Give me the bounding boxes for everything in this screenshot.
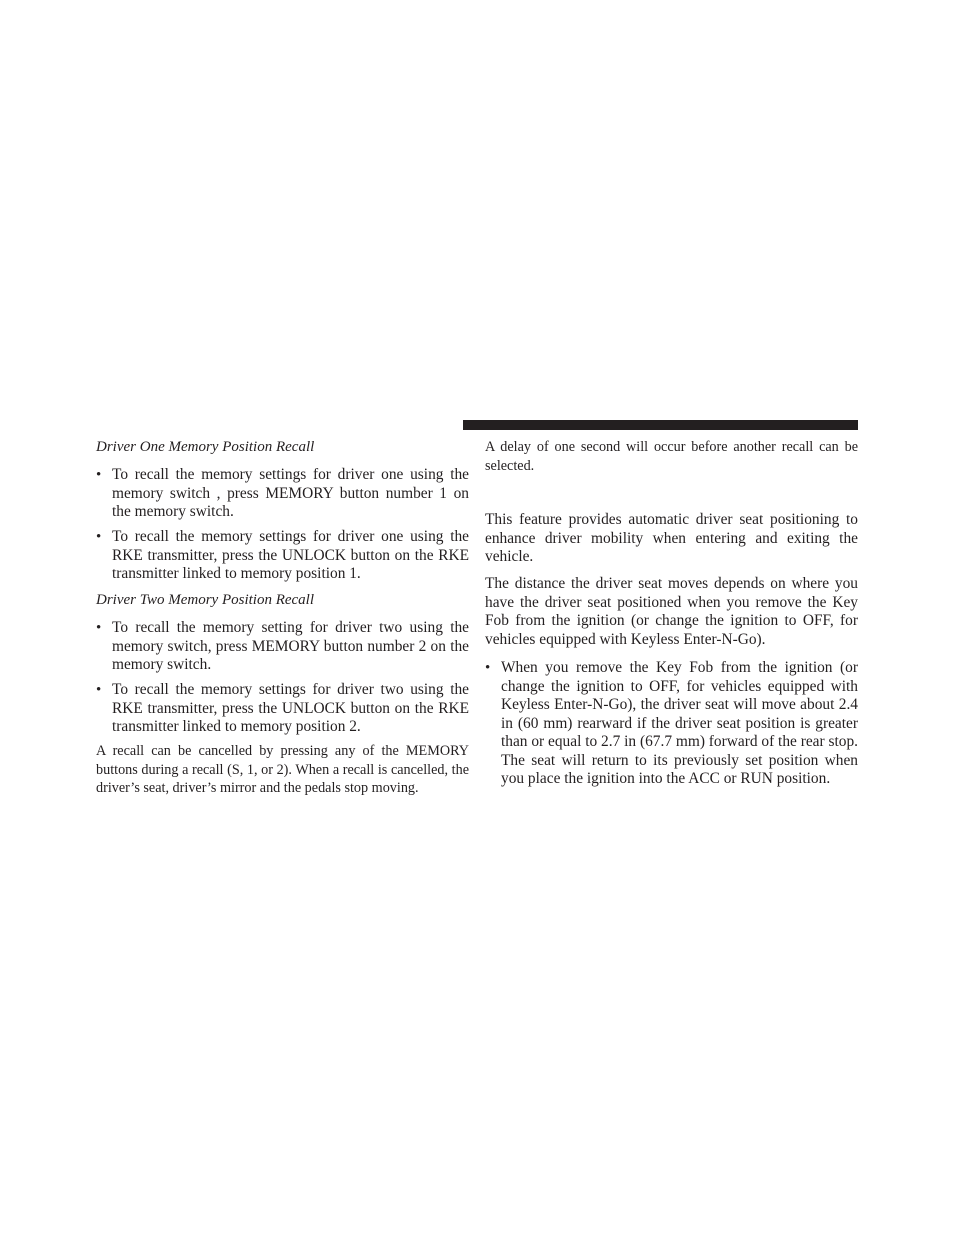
bullet-icon: • [96, 682, 102, 698]
list-item [96, 619, 469, 675]
bullet-icon: • [96, 467, 102, 483]
section-divider-bar [463, 420, 858, 430]
recall-delay-note: A delay of one second will occur before another recall can be selected. [485, 439, 858, 474]
list-item [96, 466, 469, 522]
heading-driver-two-recall: Driver Two Memory Position Recall [96, 592, 315, 608]
list-item [96, 528, 469, 584]
heading-driver-one-recall: Driver One Memory Position Recall [96, 439, 315, 455]
list-item-text: When you remove the Key Fob from the ignition (or change the ignition to OFF, for vehicles equipped with Keyless Enter-N-Go), the driver seat will move about 2.4 in (60 mm) rearward if the driver seat position is greater than or equal to 2.7 in (67.7 mm) forward of the rear stop. The seat will return to its previously set position when you place the ignition into the ACC or RUN position. [501, 659, 858, 787]
list-item-text: To recall the memory settings for driver two using the RKE transmitter, press the UNLOCK button on the RKE transmitter linked to memory position 2. [112, 681, 469, 735]
bullet-icon: • [96, 620, 102, 636]
list-item [96, 681, 469, 737]
recall-cancel-note: A recall can be cancelled by pressing any of the MEMORY buttons during a recall (S, 1, or 2). When a recall is cancelled, the driver’s seat, driver’s mirror and the pedals stop moving. [96, 743, 469, 796]
list-item [485, 659, 858, 789]
seat-distance-paragraph: The distance the driver seat moves depends on where you have the driver seat positioned when you remove the Key Fob from the ignition (or change the ignition to OFF, for vehicles equipped with Keyless Enter-N-Go). [485, 575, 858, 648]
list-item-text: To recall the memory setting for driver two using the memory switch, press MEMORY button number 2 on the memory switch. [112, 619, 469, 673]
list-item-text: To recall the memory settings for driver one using the memory switch , press MEMORY button number 1 on the memory switch. [112, 466, 469, 520]
bullet-icon: • [96, 529, 102, 545]
bullet-icon: • [485, 660, 491, 676]
list-item-text: To recall the memory settings for driver one using the RKE transmitter, press the UNLOCK button on the RKE transmitter linked to memory position 1. [112, 528, 469, 582]
easy-entry-feature-paragraph: This feature provides automatic driver seat positioning to enhance driver mobility when entering and exiting the vehicle. [485, 511, 858, 565]
